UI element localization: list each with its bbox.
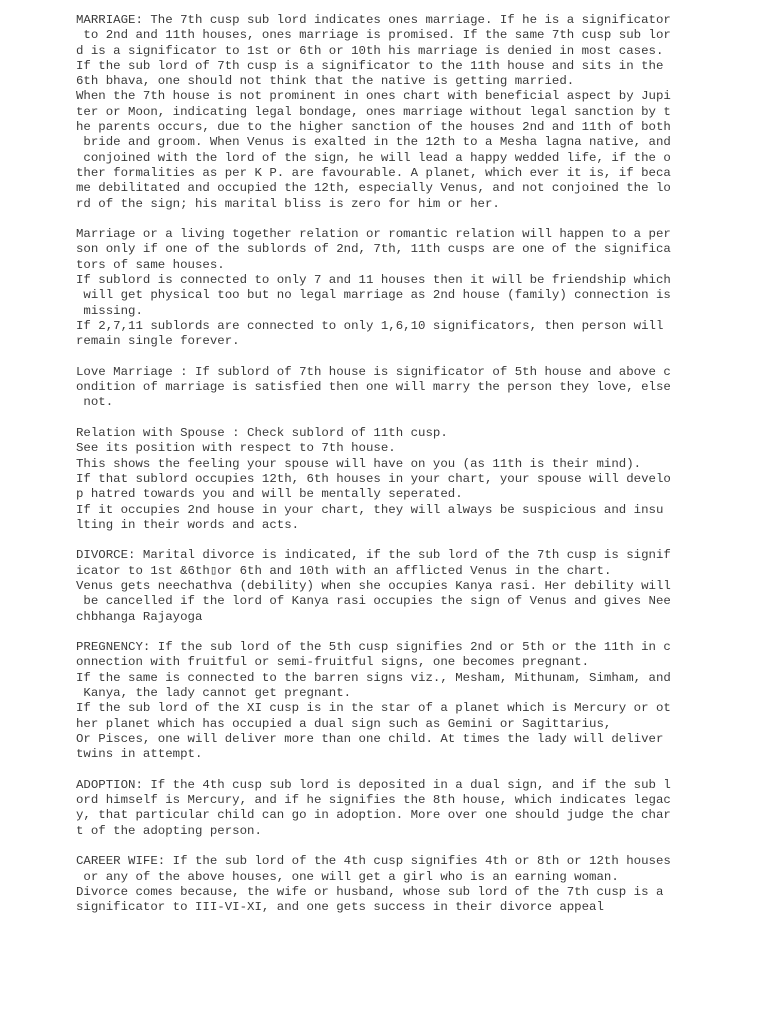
text-line: Kanya, the lady cannot get pregnant. [76,686,352,701]
text-line: d is a significator to 1st or 6th or 10th his marriage is denied in most cases. [76,43,664,58]
paragraph-marriage [76,13,696,212]
text-line: he parents occurs, due to the higher sanction of the houses 2nd and 11th of both [76,120,671,135]
text-line: If that sublord occupies 12th, 6th houses in your chart, your spouse will develo [76,471,671,486]
text-line: not. [76,395,114,410]
text-line: ther formalities as per K P. are favourable. A planet, which ever it is, if beca [76,165,671,180]
text-line: tors of same houses. [76,257,225,272]
paragraph-pregnency [76,640,696,762]
text-line: Marriage or a living together relation or romantic relation will happen to a per [76,227,671,242]
text-line: If the same is connected to the barren signs viz., Mesham, Mithunam, Simham, and [76,670,671,685]
text-line: 6th bhava, one should not think that the native is getting married. [76,74,575,89]
text-line: Or Pisces, one will deliver more than one child. At times the lady will deliver [76,731,664,746]
text-line: See its position with respect to 7th house. [76,441,396,456]
text-line: PREGNENCY: If the sub lord of the 5th cusp signifies 2nd or 5th or the 11th in c [76,640,671,655]
text-line: chbhanga Rajayoga [76,609,203,624]
paragraph-career-wife [76,854,696,915]
text-line: DIVORCE: Marital divorce is indicated, if the sub lord of the 7th cusp is signif [76,548,671,563]
text-line: Love Marriage : If sublord of 7th house is significator of 5th house and above c [76,364,671,379]
text-line: significator to III-VI-XI, and one gets success in their divorce appeal [76,900,604,915]
text-line: Divorce comes because, the wife or husband, whose sub lord of the 7th cusp is a [76,884,664,899]
text-line: If it occupies 2nd house in your chart, they will always be suspicious and insu [76,502,664,517]
text-line: son only if one of the sublords of 2nd, 7th, 11th cusps are one of the significa [76,242,671,257]
text-line: lting in their words and acts. [76,517,300,532]
text-line: If 2,7,11 sublords are connected to only 1,6,10 significators, then person will [76,318,664,333]
text-line: me debilitated and occupied the 12th, especially Venus, and not conjoined the lo [76,181,671,196]
text-line: This shows the feeling your spouse will have on you (as 11th is their mind). [76,456,642,471]
text-line: If the sub lord of the XI cusp is in the star of a planet which is Mercury or ot [76,701,671,716]
text-line: conjoined with the lord of the sign, he will lead a happy wedded life, if the o [76,150,671,165]
text-line: Venus gets neechathva (debility) when she occupies Kanya rasi. Her debility will [76,578,671,593]
paragraph-divorce [76,548,696,624]
text-line: onnection with fruitful or semi-fruitful signs, one becomes pregnant. [76,655,590,670]
text-line: CAREER WIFE: If the sub lord of the 4th cusp signifies 4th or 8th or 12th houses [76,854,671,869]
text-line: MARRIAGE: The 7th cusp sub lord indicates ones marriage. If he is a significator [76,13,671,27]
text-line: be cancelled if the lord of Kanya rasi occupies the sign of Venus and gives Nee [76,594,671,609]
text-line: t of the adopting person. [76,823,262,838]
paragraph-love-marriage [76,365,696,411]
paragraph-adoption [76,778,696,839]
text-line: y, that particular child can go in adoption. More over one should judge the char [76,808,671,823]
text-line: icator to 1st &6th▯or 6th and 10th with an afflicted Venus in the chart. [76,563,612,578]
paragraph-living-together [76,227,696,349]
text-line: ord himself is Mercury, and if he signifies the 8th house, which indicates legac [76,793,671,808]
text-line: ADOPTION: If the 4th cusp sub lord is deposited in a dual sign, and if the sub l [76,777,671,792]
text-line: When the 7th house is not prominent in ones chart with beneficial aspect by Jupi [76,89,671,104]
text-line: to 2nd and 11th houses, ones marriage is promised. If the same 7th cusp sub lor [76,28,671,43]
text-line: If the sub lord of 7th cusp is a significator to the 11th house and sits in the [76,58,664,73]
text-line: ter or Moon, indicating legal bondage, ones marriage without legal sanction by t [76,104,671,119]
text-line: bride and groom. When Venus is exalted in the 12th to a Mesha lagna native, and [76,135,671,150]
paragraph-relation-with-spouse [76,426,696,533]
text-line: p hatred towards you and will be mentally seperated. [76,487,463,502]
text-line: remain single forever. [76,334,240,349]
text-line: missing. [76,303,143,318]
text-line: or any of the above houses, one will get a girl who is an earning woman. [76,869,619,884]
text-line: rd of the sign; his marital bliss is zero for him or her. [76,196,500,211]
document-body [76,13,696,916]
text-line: will get physical too but no legal marriage as 2nd house (family) connection is [76,288,671,303]
text-line: ondition of marriage is satisfied then one will marry the person they love, else [76,380,671,395]
text-line: twins in attempt. [76,747,203,762]
text-line: her planet which has occupied a dual sign such as Gemini or Sagittarius, [76,716,612,731]
text-line: If sublord is connected to only 7 and 11 houses then it will be friendship which [76,273,671,288]
text-line: Relation with Spouse : Check sublord of 11th cusp. [76,426,448,441]
